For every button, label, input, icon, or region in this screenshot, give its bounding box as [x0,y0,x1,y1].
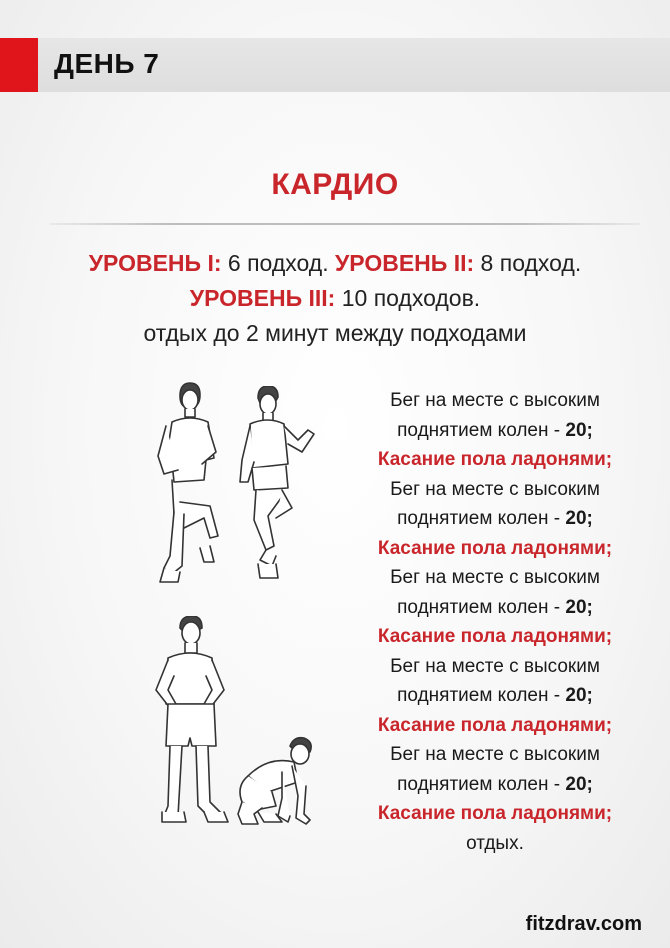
running-man-icon [150,382,220,592]
running-man-icon [230,386,320,586]
exercise-floor-touch: Касание пола ладонями; [377,449,613,470]
exercise-text: Бег на месте с высоким [390,567,600,588]
reps-count: 20; [565,419,593,441]
reps-count: 20; [565,773,593,795]
section-title: КАРДИО [271,168,399,201]
exercise-text: поднятием колен - [397,419,566,441]
reps-count: 20; [565,685,593,706]
level-1-label: УРОВЕНЬ I: [88,250,222,276]
exercise-floor-touch: Касание пола ладонями; [377,714,613,736]
exercise-text: поднятием колен - [397,685,566,706]
levels-line-2 [0,285,670,312]
crouching-man-icon [234,736,324,832]
exercise-floor-touch: Касание пола ладонями; [377,626,613,647]
standing-man-icon [150,616,230,828]
rest-note: отдых до 2 минут между подходами [143,320,527,346]
exercise-floor-touch: Касание пола ладонями; [377,803,613,824]
divider [50,223,640,225]
exercise-high-knees [340,386,650,445]
levels-line-1 [0,250,670,277]
exercise-text: поднятием колен - [397,773,566,795]
exercise-text: Бег на месте с высоким [390,655,600,677]
level-2-value: 8 подход. [474,250,582,276]
day-title: ДЕНЬ 7 [54,48,160,79]
exercise-rest: отдых. [466,832,524,854]
exercise-text: Бег на месте с высоким [390,478,600,500]
site-watermark: fitzdrav.com [525,913,642,935]
exercise-list [340,386,650,858]
exercise-text: Бег на месте с высоким [390,390,600,411]
level-2-label: УРОВЕНЬ II: [335,250,475,276]
exercise-high-knees [340,563,650,622]
day-header [0,38,670,92]
exercise-high-knees [340,652,650,711]
exercise-text: поднятием колен - [397,508,566,529]
level-3-value: 10 подходов. [335,285,481,311]
reps-count: 20; [565,508,593,529]
exercise-text: Бег на месте с высоким [390,744,600,765]
exercise-high-knees [340,475,650,534]
exercise-floor-touch: Касание пола ладонями; [377,537,613,559]
exercise-text: поднятием колен - [397,596,566,618]
level-3-label: УРОВЕНЬ III: [189,285,336,311]
level-1-value: 6 подход. [221,250,335,276]
exercise-high-knees [340,740,650,799]
header-accent-block [0,38,38,92]
reps-count: 20; [565,596,593,618]
